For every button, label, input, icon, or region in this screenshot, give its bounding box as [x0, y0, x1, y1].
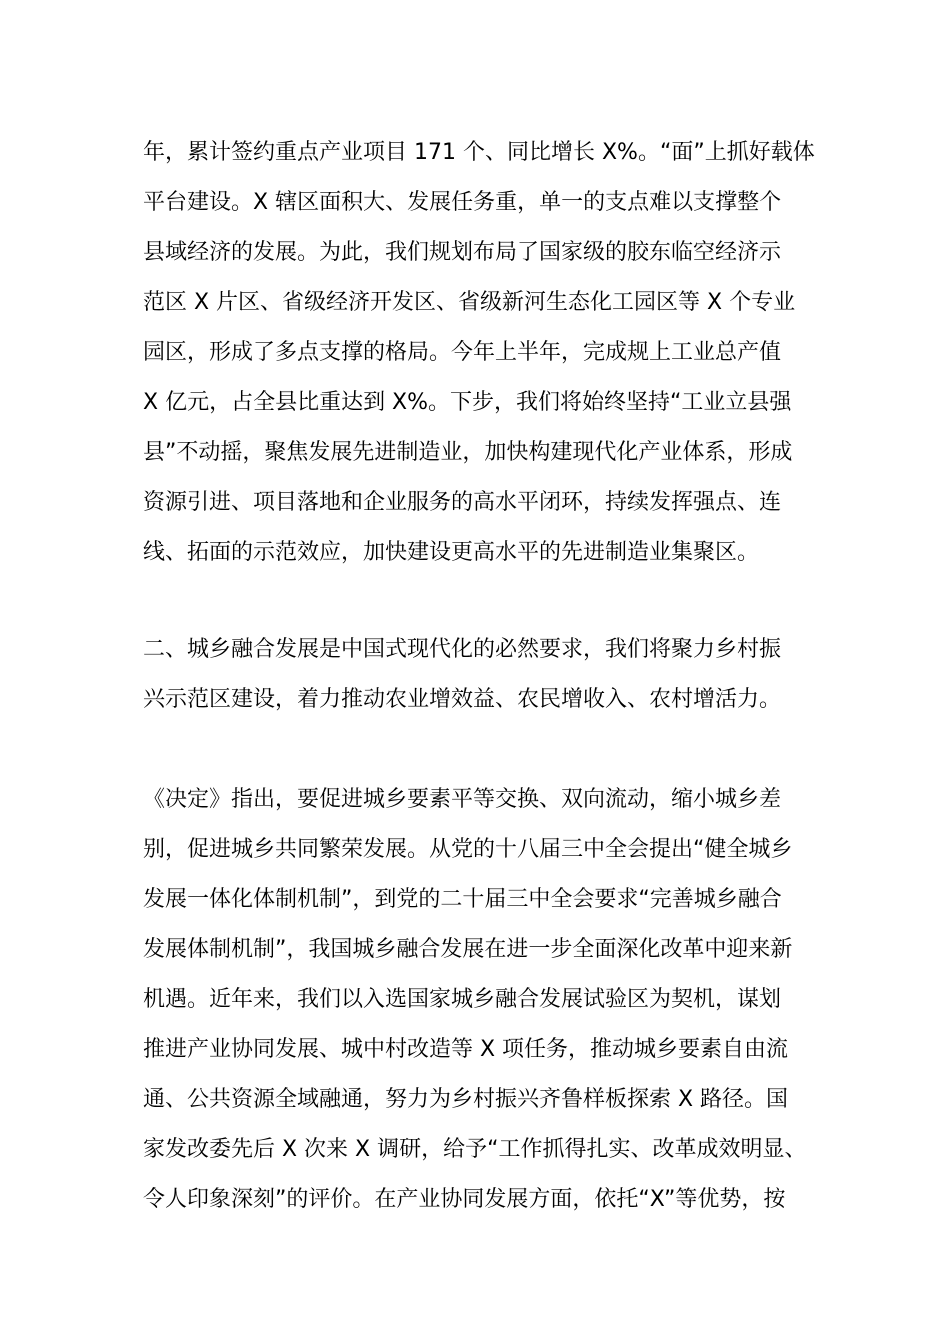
- text-line: 发展一体化体制机制”，到党的二十届三中全会要求“完善城乡融合: [143, 887, 782, 912]
- text-line: 二、城乡融合发展是中国式现代化的必然要求，我们将聚力乡村振: [143, 637, 782, 662]
- text-line: 年，累计签约重点产业项目 171 个、同比增长 X%。“面”上抓好载体: [143, 140, 815, 165]
- paragraph-industrial-platforms: [143, 128, 813, 578]
- text-line: 发展体制机制”，我国城乡融合发展在进一步全面深化改革中迎来新: [143, 937, 793, 962]
- text-line: 家发改委先后 X 次来 X 调研，给予“工作抓得扎实、改革成效明显、: [143, 1137, 807, 1162]
- text-line: 资源引进、项目落地和企业服务的高水平闭环，持续发挥强点、连: [143, 490, 782, 515]
- section-heading-urban-rural: [143, 625, 813, 725]
- text-line: 《决定》指出，要促进城乡要素平等交换、双向流动，缩小城乡差: [143, 787, 782, 812]
- text-line: 兴示范区建设，着力推动农业增效益、农民增收入、农村增活力。: [143, 687, 782, 712]
- text-line: 别，促进城乡共同繁荣发展。从党的十八届三中全会提出“健全城乡: [143, 837, 793, 862]
- text-line: X 亿元，占全县比重达到 X%。下步，我们将始终坚持“工业立县强: [143, 390, 792, 415]
- text-line: 平台建设。X 辖区面积大、发展任务重，单一的支点难以支撑整个: [143, 190, 782, 215]
- text-line: 推进产业协同发展、城中村改造等 X 项任务，推动城乡要素自由流: [143, 1037, 789, 1062]
- text-line: 通、公共资源全域融通，努力为乡村振兴齐鲁样板探索 X 路径。国: [143, 1087, 789, 1112]
- text-line: 范区 X 片区、省级经济开发区、省级新河生态化工园区等 X 个专业: [143, 290, 796, 315]
- text-line: 园区，形成了多点支撑的格局。今年上半年，完成规上工业总产值: [143, 340, 782, 365]
- text-line: 令人印象深刻”的评价。在产业协同发展方面，依托“X”等优势，按: [143, 1187, 786, 1212]
- text-line: 县”不动摇，聚焦发展先进制造业，加快构建现代化产业体系，形成: [143, 440, 793, 465]
- text-line: 线、拓面的示范效应，加快建设更高水平的先进制造业集聚区。: [143, 540, 760, 565]
- text-line: 县域经济的发展。为此，我们规划布局了国家级的胶东临空经济示: [143, 240, 782, 265]
- paragraph-urban-rural-integration: [143, 775, 813, 1225]
- text-line: 机遇。近年来，我们以入选国家城乡融合发展试验区为契机，谋划: [143, 987, 782, 1012]
